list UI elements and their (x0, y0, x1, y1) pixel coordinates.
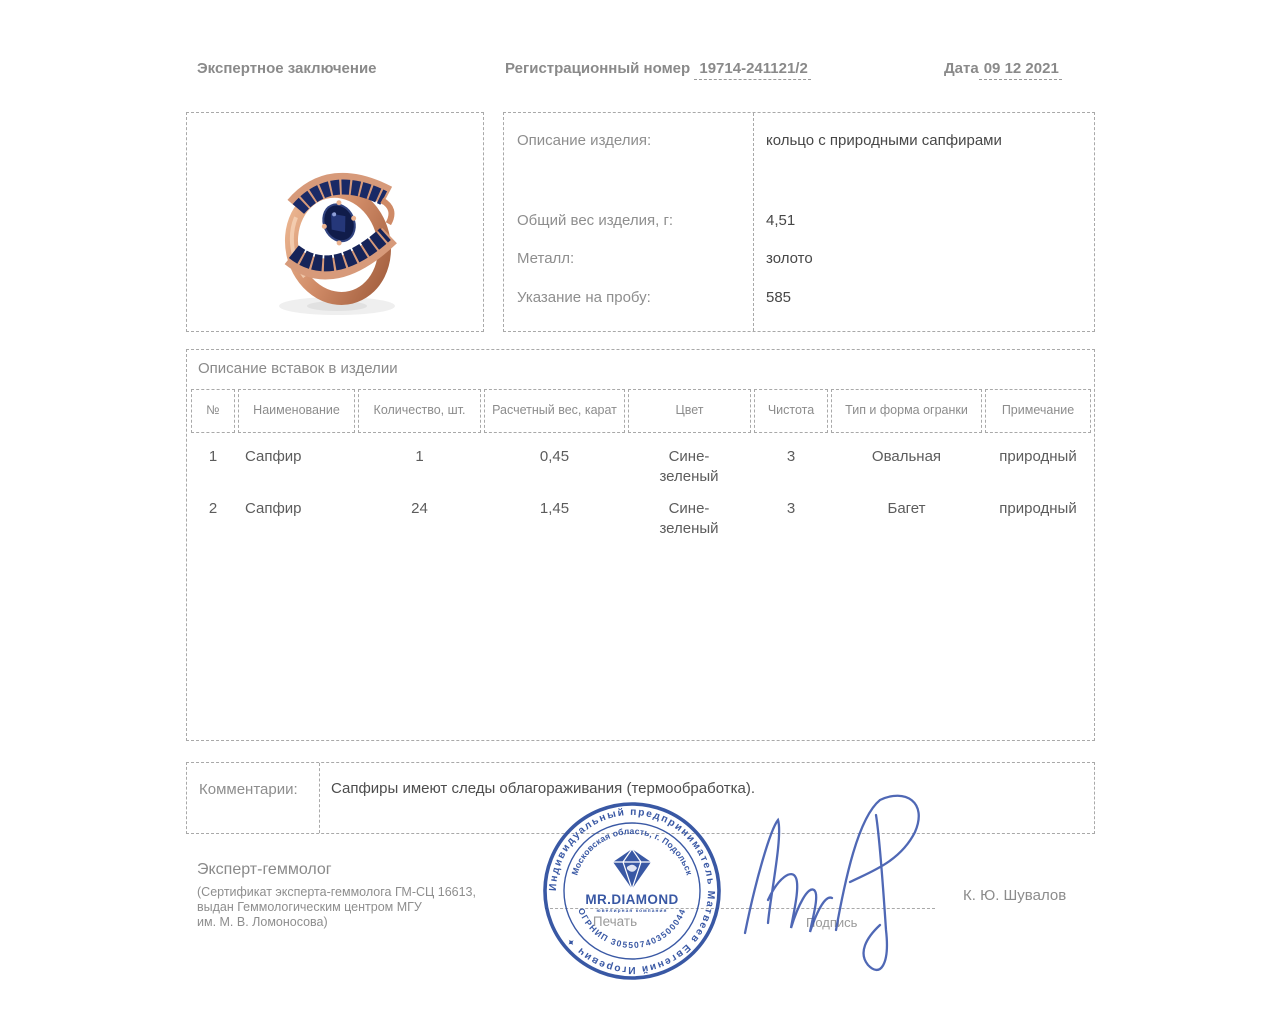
table-cell: Сине-зеленый (659, 500, 719, 537)
table-cell: 1 (208, 448, 218, 465)
table-cell: природный (999, 500, 1077, 517)
date-row (944, 60, 1062, 77)
table-cell: природный (999, 448, 1077, 465)
date-label: Дата (944, 60, 979, 77)
inserts-table (186, 349, 1095, 741)
table-cell: 1 (415, 448, 424, 465)
table-cell: 0,45 (539, 448, 570, 465)
field-label: Металл: (517, 250, 575, 267)
registration-number-label: Регистрационный номер (505, 60, 691, 77)
column-header-name: Наименование (238, 389, 355, 433)
column-header-clarity: Чистота (754, 389, 828, 433)
document-title: Экспертное заключение (197, 60, 377, 77)
table-cell: 2 (208, 500, 218, 517)
product-description-box (503, 112, 1095, 332)
comments-value: Сапфиры имеют следы облагораживания (термообработка). (331, 780, 755, 797)
signature-caption: Подпись (806, 915, 858, 930)
column-header-note: Примечание (985, 389, 1091, 433)
stamp-brand-subtitle: ювелирная компания (596, 909, 668, 914)
field-value: 585 (766, 289, 792, 306)
registration-number-row (505, 60, 811, 77)
column-header-cut: Тип и форма огранки (831, 389, 982, 433)
diamond-icon (613, 849, 651, 889)
comments-divider (319, 763, 320, 833)
field-value: кольцо с природными сапфирами (766, 132, 1002, 149)
table-cell: Багет (887, 500, 926, 517)
table-cell: 1,45 (539, 500, 570, 517)
field-value: 4,51 (766, 212, 796, 229)
field-label: Общий вес изделия, г: (517, 212, 674, 229)
column-header-weight: Расчетный вес, карат (484, 389, 625, 433)
inserts-table-title: Описание вставок в изделии (198, 360, 398, 377)
stamp-caption: Печать (592, 914, 638, 929)
table-cell: Овальная (871, 448, 942, 465)
column-header-color: Цвет (628, 389, 751, 433)
comments-label: Комментарии: (199, 781, 298, 798)
column-header-num: № (191, 389, 235, 433)
stamp-outer-text: Индивидуальный предприниматель Матвеев Евгений Игоревич ✦ (547, 806, 717, 976)
stamp-brand: MR.DIAMOND (585, 892, 679, 907)
certificate-note-line: выдан Геммологическим центром МГУ (197, 900, 422, 914)
description-divider (753, 113, 754, 331)
certificate-note-line: им. М. В. Ломоносова) (197, 915, 328, 929)
registration-number-value: 19714-241121/2 (694, 60, 810, 80)
expert-name: К. Ю. Шувалов (963, 887, 1067, 904)
expert-role: Эксперт-геммолог (197, 861, 332, 878)
stamp-inner-circle (564, 823, 700, 959)
date-value: 09 12 2021 (979, 60, 1062, 80)
field-value: золото (766, 250, 813, 267)
table-cell: 3 (786, 448, 796, 465)
stamp-region-text: Московская область, г. Подольск (569, 825, 695, 877)
expert-info-block (197, 861, 476, 930)
table-cell: 3 (786, 500, 796, 517)
table-cell: Сапфир (245, 448, 302, 465)
table-cell: Сапфир (245, 500, 302, 517)
stamp-ogrnip-text: ОГРНИП 305507403500044 (576, 906, 688, 951)
field-label: Указание на пробу: (517, 289, 651, 306)
handwritten-signature (722, 790, 952, 980)
mr-diamond-stamp (540, 799, 724, 983)
product-photo-box (186, 112, 484, 332)
field-label: Описание изделия: (517, 132, 652, 149)
ring-photo (187, 113, 483, 331)
table-cell: Сине-зеленый (659, 448, 719, 485)
table-cell: 24 (411, 500, 428, 517)
column-header-quantity: Количество, шт. (358, 389, 481, 433)
certificate-note-line: (Сертификат эксперта-геммолога ГМ-СЦ 16613, (197, 885, 476, 899)
